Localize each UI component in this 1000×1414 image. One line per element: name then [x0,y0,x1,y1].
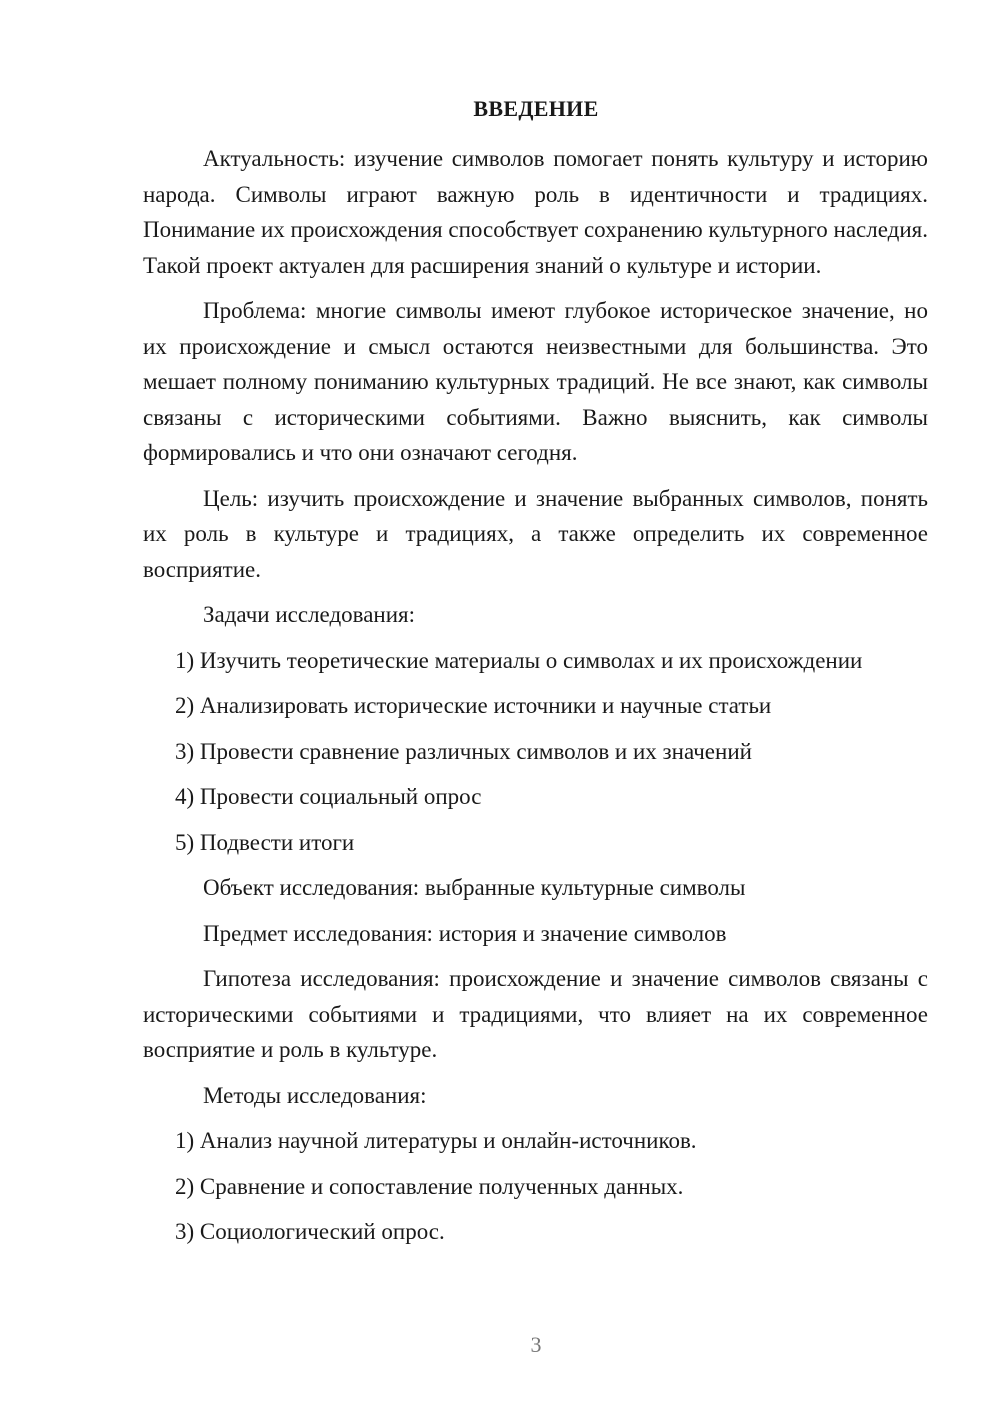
method-item: 2) Сравнение и сопоставление полученных данных. [175,1173,684,1199]
problem-paragraph: Проблема: многие символы имеют глубокое историческое значение, но их происхождение и смысл остаются неизвестными для большинства. Это мешает полному пониманию культурных традиций. Не все знают, как символы связаны с историческими событиями. Важно выяснить, как символы формировались и что они означают сегодня. [143,298,928,465]
method-item: 1) Анализ научной литературы и онлайн-источников. [175,1128,697,1153]
methods-label: Методы исследования: [203,1082,427,1108]
page-title: ВВЕДЕНИЕ [473,96,599,121]
goal-paragraph: Цель: изучить происхождение и значение выбранных символов, понять их роль в культуре и традициях, а также определить их современное восприятие. [143,485,928,582]
task-item: 1) Изучить теоретические материалы о символах и их происхождении [175,647,863,673]
method-item: 3) Социологический опрос. [175,1219,445,1244]
tasks-label: Задачи исследования: [203,602,416,627]
task-item: 4) Провести социальный опрос [175,784,482,809]
object-paragraph: Объект исследования: выбранные культурные символы [203,875,746,900]
relevance-paragraph: Актуальность: изучение символов помогает понять культуру и историю народа. Символы играют важную роль в идентичности и традициях. Понимание их происхождения способствует сохранению культурного наследия. Такой проект актуален для расширения знаний о культуре и истории. [143,146,928,278]
hypothesis-paragraph: Гипотеза исследования: происхождение и значение символов связаны с историческими событиями и традициями, что влияет на их современное восприятие и роль в культуре. [143,966,928,1062]
task-item: 5) Подвести итоги [175,829,355,855]
page-number: 3 [530,1332,542,1357]
task-item: 3) Провести сравнение различных символов и их значений [175,738,752,764]
task-item: 2) Анализировать исторические источники и научные статьи [175,693,772,718]
subject-paragraph: Предмет исследования: история и значение символов [203,920,727,946]
page-content [143,141,928,1260]
